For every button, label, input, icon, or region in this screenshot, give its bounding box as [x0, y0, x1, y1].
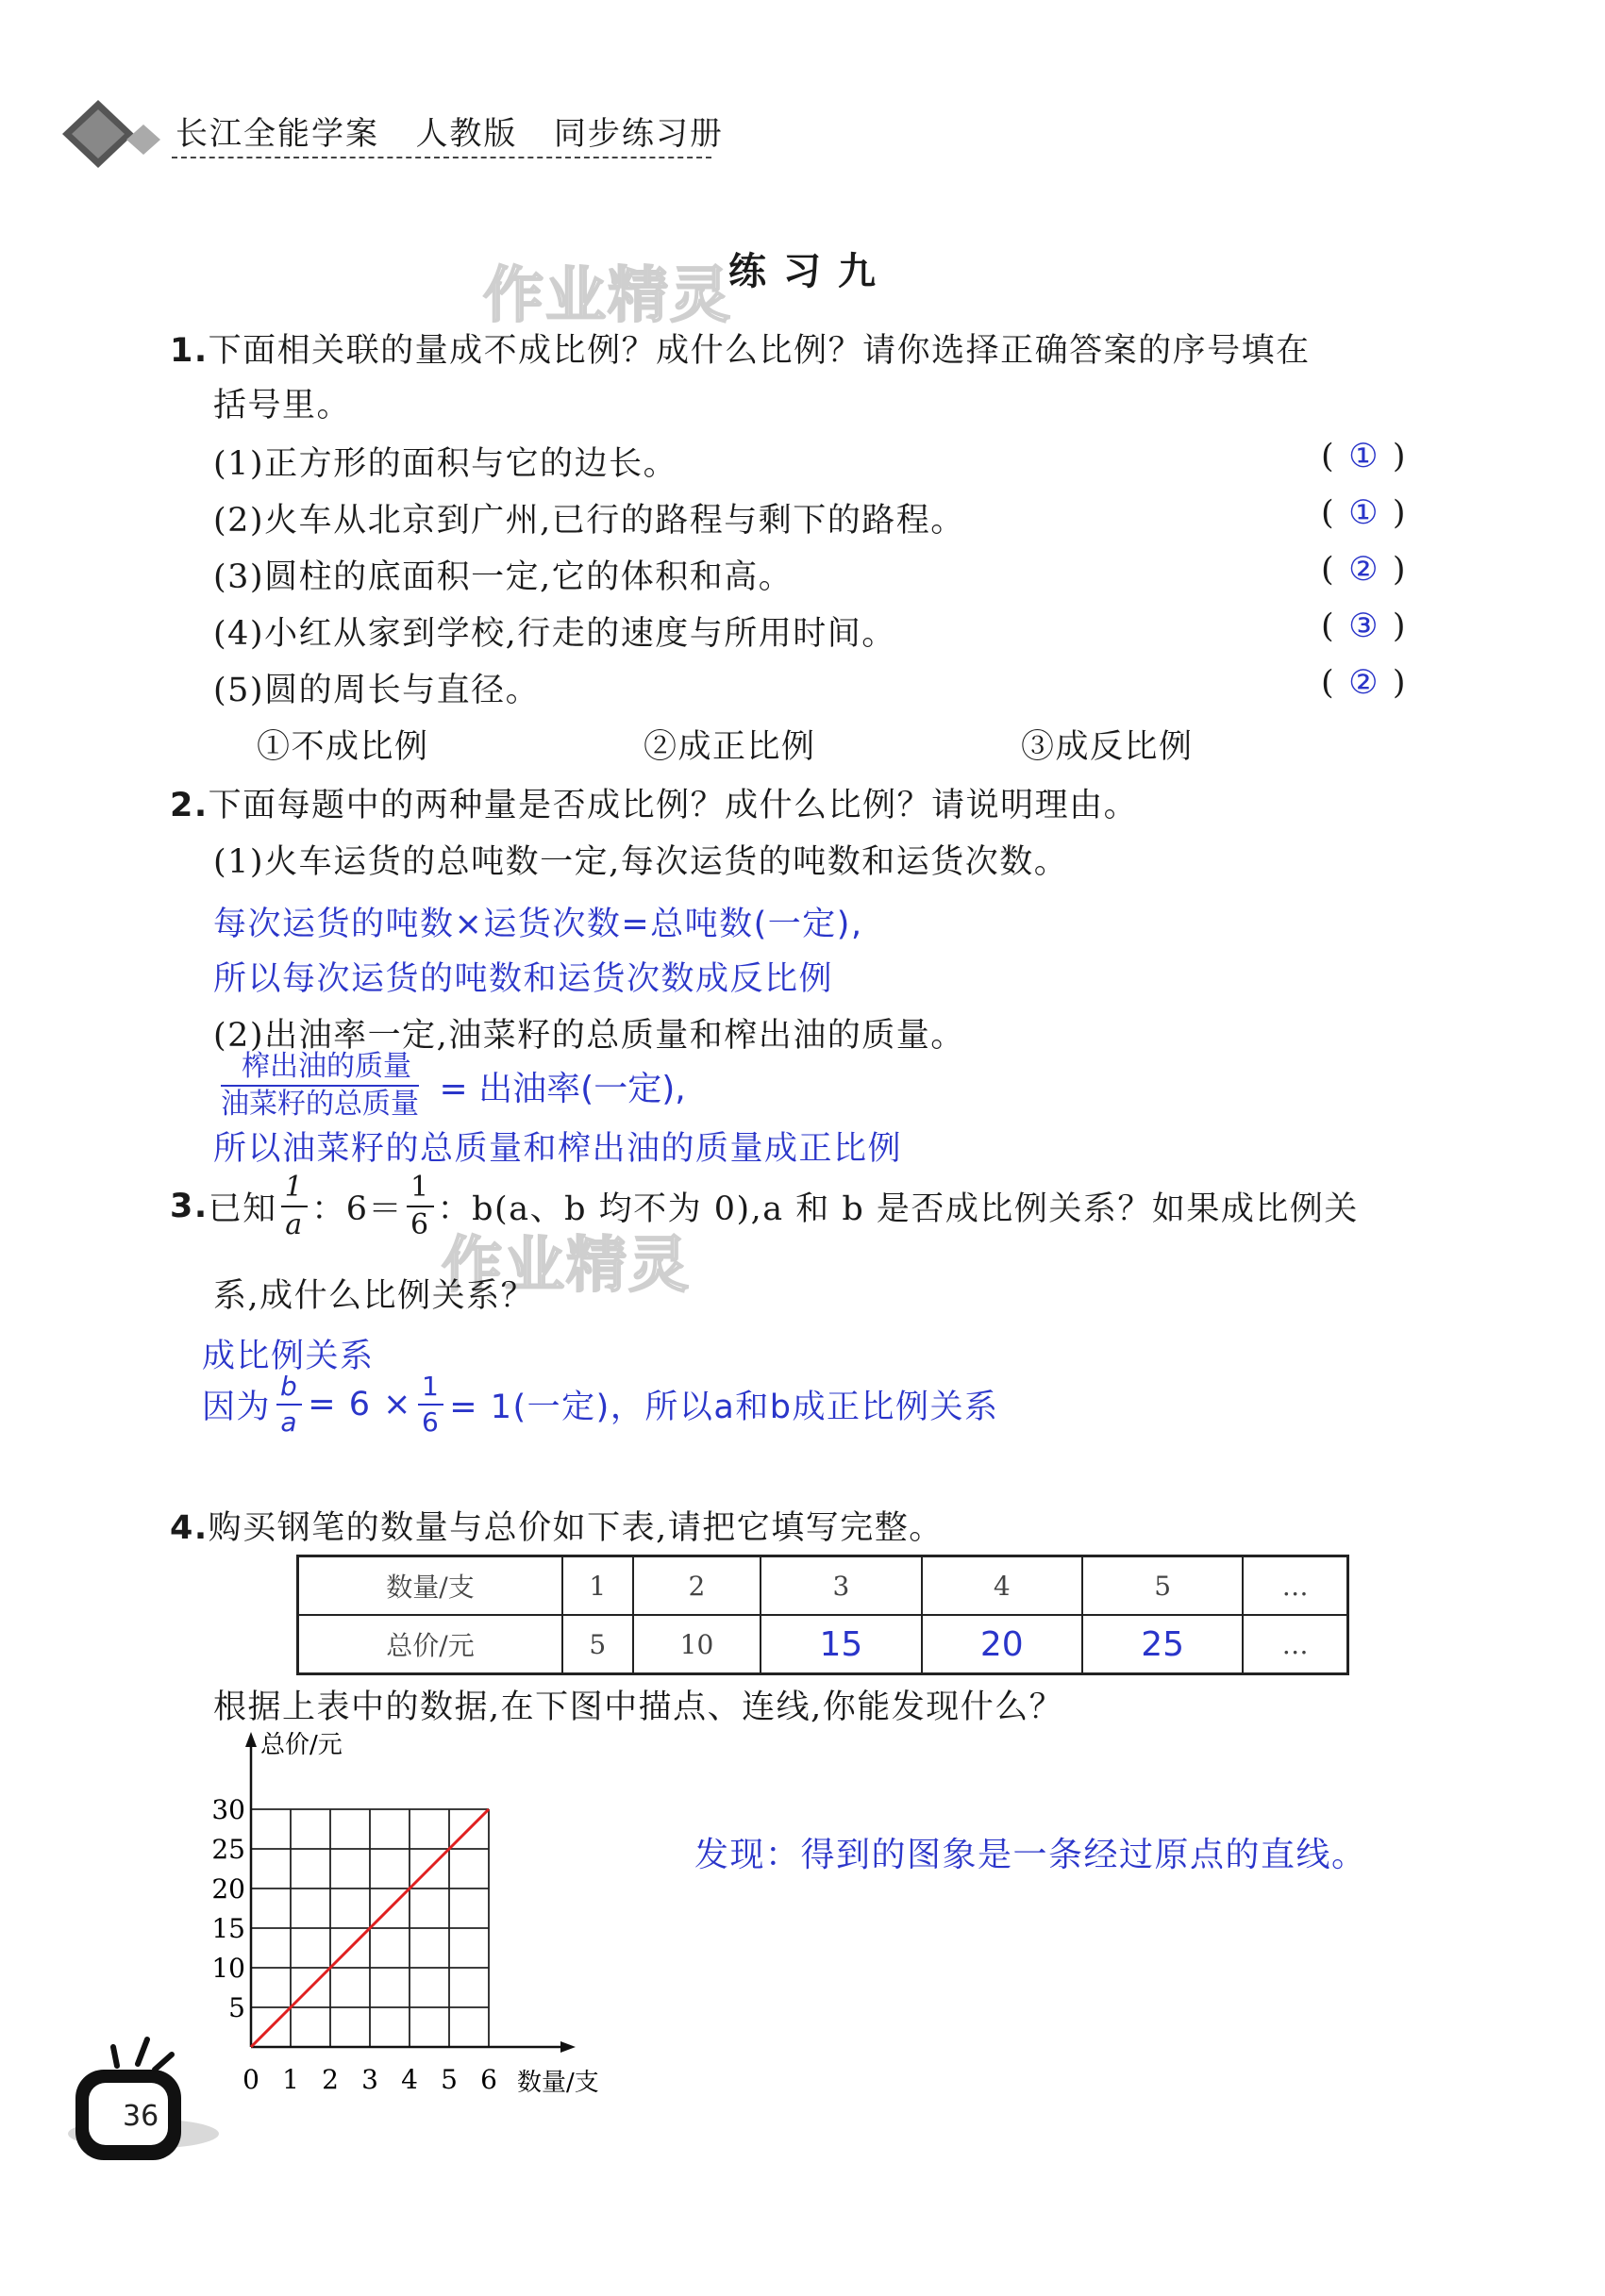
q3-answer-fraction-ba: $\frac{b}{a}$ [276, 1373, 302, 1436]
header-diamond-logo [53, 91, 166, 175]
header-book-title: 长江全能学案 人教版 同步练习册 [176, 115, 724, 153]
q2-sub1: (1)火车运货的总吨数一定,每次运货的吨数和运货次数。 [213, 843, 1069, 881]
x-tick-label: 5 [441, 2064, 458, 2095]
table-cell-answer: 15 [761, 1615, 921, 1674]
x-tick-label: 0 [242, 2064, 259, 2095]
q1-answer-2: ( ① ) [1321, 494, 1406, 532]
pen-price-table [296, 1555, 1349, 1675]
table-row-price [298, 1615, 1348, 1674]
x-tick-label: 1 [282, 2064, 299, 2095]
table-cell-answer: 25 [1082, 1615, 1243, 1674]
x-tick-label: 2 [322, 2064, 339, 2095]
q1-item-1: (1)正方形的面积与它的边长。 [213, 445, 678, 483]
y-tick-label: 30 [211, 1794, 245, 1825]
q1-answer-1: ( ① ) [1321, 438, 1406, 475]
table-row-quantity [298, 1556, 1348, 1616]
y-axis-label: 总价/元 [260, 1731, 343, 1759]
q3-answer2: 因为 $\frac{b}{a}$ = 6 × $\frac{1}{6}$ = 1(一定)，所以a和b成正比例关系 [202, 1371, 999, 1438]
table-cell: 5 [562, 1615, 633, 1674]
q2-answer1-line2: 所以每次运货的吨数和运货次数成反比例 [213, 960, 834, 998]
page-number: 36 [123, 2100, 159, 2133]
q1-stem-line2: 括号里。 [213, 387, 352, 424]
price-quantity-chart [189, 1726, 660, 2104]
q1-answer-5: ( ② ) [1321, 664, 1406, 702]
header-divider [172, 157, 711, 158]
q1-answer-4: ( ③ ) [1321, 607, 1406, 645]
q3-fraction-2: $\frac{1}{6}$ [407, 1173, 434, 1240]
y-tick-label: 5 [228, 1992, 245, 2023]
q3-stem-line2: 系,成什么比例关系？ [213, 1277, 536, 1315]
table-cell: 数量/支 [298, 1556, 563, 1616]
x-axis-arrow [560, 2041, 576, 2053]
q1-option-3: ③成反比例 [1021, 728, 1194, 766]
q2-answer2-line2: 所以油菜籽的总质量和榨出油的质量成正比例 [213, 1130, 903, 1168]
table-cell: 总价/元 [298, 1615, 563, 1674]
q2-answer2-fraction: $\frac{\text{榨出油的质量}}{\text{油菜籽的总质量}}$ = 出油率(一定), [221, 1050, 686, 1121]
q2-stem: 2.下面每题中的两种量是否成比例？成什么比例？请说明理由。 [170, 787, 1139, 824]
q3-fraction-1: $\frac{1}{a}$ [281, 1173, 309, 1240]
table-cell: … [1243, 1556, 1347, 1616]
q2-answer1-line1: 每次运货的吨数×运货次数=总吨数(一定), [213, 906, 863, 943]
q4-finding: 发现：得到的图象是一条经过原点的直线。 [694, 1836, 1367, 1874]
q1-item-2: (2)火车从北京到广州,已行的路程与剩下的路程。 [213, 502, 965, 540]
q2-answer2-eq: = 出油率(一定), [439, 1069, 686, 1108]
table-cell: 10 [633, 1615, 761, 1674]
table-cell: 5 [1082, 1556, 1243, 1616]
q1-option-2: ②成正比例 [644, 728, 816, 766]
table-cell-answer: 20 [922, 1615, 1082, 1674]
watermark-mid: 作业精灵 [442, 1231, 691, 1301]
q1-item-4: (4)小红从家到学校,行走的速度与所用时间。 [213, 615, 896, 653]
q2-sub2: (2)出油率一定,油菜籽的总质量和榨出油的质量。 [213, 1017, 965, 1055]
page-title: 练习九 [728, 250, 893, 293]
q3-answer1: 成比例关系 [202, 1338, 375, 1375]
table-cell: 2 [633, 1556, 761, 1616]
x-axis-label: 数量/支 [517, 2069, 599, 2097]
y-tick-label: 20 [211, 1873, 245, 1905]
y-axis-arrow [245, 1732, 257, 1747]
q1-option-1: ①不成比例 [257, 728, 429, 766]
table-cell: 3 [761, 1556, 921, 1616]
y-tick-label: 15 [211, 1913, 245, 1944]
y-tick-label: 10 [211, 1953, 245, 1984]
x-tick-label: 3 [361, 2064, 378, 2095]
q3-stem-line1: 3. 已知 $\frac{1}{a}$ ：6＝ $\frac{1}{6}$ ：b(a、b 均不为 0),a 和 b 是否成比例关系？如果成比例关 [170, 1171, 1359, 1241]
q4-stem: 4.购买钢笔的数量与总价如下表,请把它填写完整。 [170, 1509, 944, 1547]
table-cell: 1 [562, 1556, 633, 1616]
x-tick-label: 4 [401, 2064, 418, 2095]
q1-item-5: (5)圆的周长与直径。 [213, 672, 541, 709]
q4-plot-prompt: 根据上表中的数据,在下图中描点、连线,你能发现什么？ [213, 1689, 1064, 1726]
table-cell: 4 [922, 1556, 1082, 1616]
table-cell: … [1243, 1615, 1347, 1674]
watermark-top: 作业精灵 [483, 261, 732, 331]
y-tick-label: 25 [211, 1834, 245, 1865]
x-tick-label: 6 [480, 2064, 497, 2095]
page-number-badge [60, 2019, 221, 2170]
q1-answer-3: ( ② ) [1321, 551, 1406, 589]
q1-stem-line1: 1.下面相关联的量成不成比例？成什么比例？请你选择正确答案的序号填在 [170, 332, 1311, 370]
q1-item-3: (3)圆柱的底面积一定,它的体积和高。 [213, 558, 794, 596]
q3-answer-fraction-16: $\frac{1}{6}$ [418, 1373, 443, 1436]
